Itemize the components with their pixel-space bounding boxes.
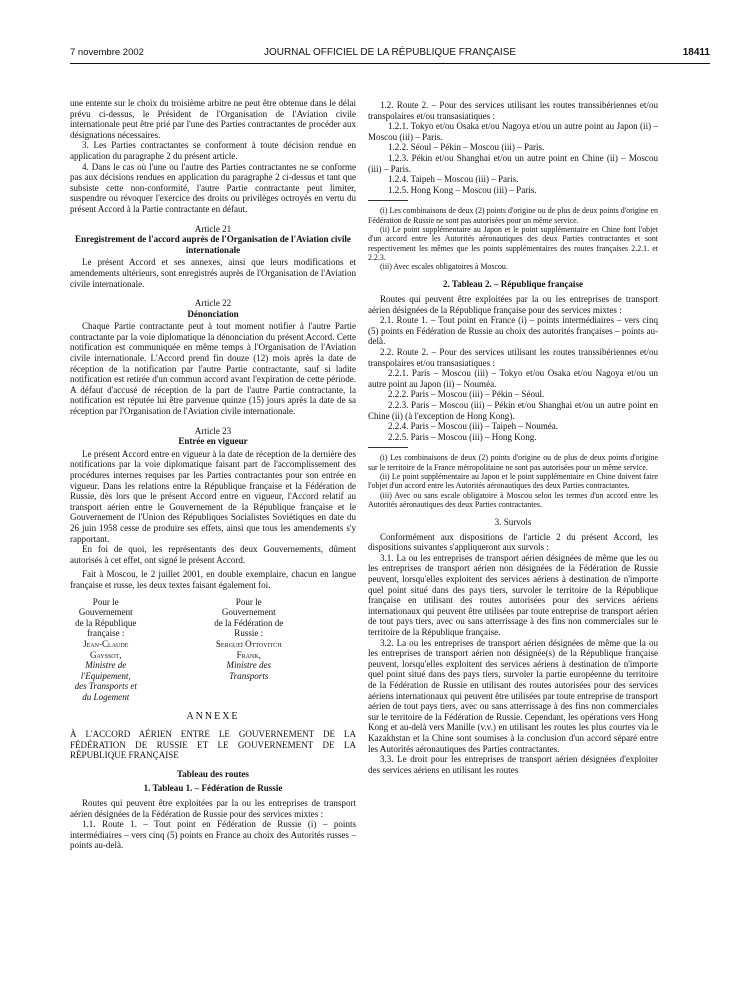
signature-label: de la Fédération de Russie : [214, 617, 284, 639]
article-21-title: Enregistrement de l'accord auprès de l'Organisation de l'Aviation civile internationale [75, 234, 351, 255]
article-23-heading: Article 23 [194, 425, 232, 436]
footnote: (iii) Avec ou sans escale obligatoire à Moscou selon les termes d'un accord entre les Autorités aéronautiques des deux Parties contractantes. [368, 490, 658, 509]
signatory-title: Ministre de l'Equipement, [80, 660, 131, 681]
header-date: 7 novembre 2002 [70, 47, 144, 58]
article-21-heading: Article 21 [194, 223, 232, 234]
right-column [368, 100, 658, 775]
survols-heading: 3. Survols [494, 517, 532, 528]
left-column [70, 98, 356, 851]
route-item: 1.2.1. Tokyo et/ou Osaka et/ou Nagoya et/ou un autre point au Japon (ii) – Moscou (iii) – Paris. [368, 121, 658, 142]
header-journal-title: JOURNAL OFFICIEL DE LA RÉPUBLIQUE FRANÇAISE [263, 47, 517, 58]
route-item: 2.2.3. Paris – Moscou (iii) – Pékin et/ou Shanghai et/ou un autre point en Chine (ii) (à l'exception de Hong Kong). [368, 399, 658, 421]
route-item: 1.2.3. Pékin et/ou Shanghai et/ou un autre point en Chine (ii) – Moscou (iii) – Paris. [368, 152, 658, 174]
signatures [70, 597, 356, 703]
signature-label: Pour le Gouvernement [78, 596, 133, 618]
footnote: (iii) Avec escales obligatoires à Moscou. [380, 262, 508, 272]
signature-france [70, 597, 213, 703]
route-item: 2.2.1. Paris – Moscou (iii) – Tokyo et/ou Osaka et/ou Nagoya et/ou un autre point au Japon (ii) – Nouméa. [368, 368, 658, 389]
paragraph: En foi de quoi, les représentants des deux Gouvernements, dûment autorisés à cet effet, ont signé le présent Accord. [70, 544, 356, 565]
footnote: (i) Les combinaisons de deux (2) points d'origine ou de plus de deux points d'origine en Fédération de Russie ne sont pas autorisées pour un même service. [368, 206, 658, 225]
paragraph: Le présent Accord et ses annexes, ainsi que leurs modifications et amendements ultérieurs, sont enregistrés auprès de l'Organisation de l'Aviation civile internationale. [70, 257, 356, 289]
footnote-rule [368, 447, 408, 448]
signatory-name: Sergueï Ottovitch Frank, [215, 638, 282, 660]
paragraph: Routes qui peuvent être exploitées par la ou les entreprises de transport aérien désignées de la République française pour des services mixtes : [368, 294, 658, 315]
article-22-title: Dénonciation [187, 308, 239, 319]
signatory-name: Jean-Claude Gayssot, [83, 638, 129, 660]
paragraph: 1.1. Route 1. – Tout point en Fédération de Russie (i) – points intermédiaires – vers cinq (5) points en France au choix des Autorités russes – points au-delà. [70, 819, 356, 851]
article-22-heading: Article 22 [194, 298, 232, 309]
article-23-title: Entrée en vigueur [178, 436, 248, 447]
page-header [70, 47, 710, 61]
paragraph: Routes qui peuvent être exploitées par la ou les entreprises de transport aérien désignées de la Fédération de Russie pour des services mixtes : [70, 798, 356, 819]
route-item: 2.2.5. Paris – Moscou (iii) – Hong Kong. [388, 431, 537, 442]
paragraph: une entente sur le choix du troisième arbitre ne peut être obtenue dans le délai prévu ci-dessus, le Président de l'Organisation de l'Aviation civile internationale peut être prié par l'une des Parties contractantes de procéder aux désignations nécessaires. [70, 98, 356, 140]
paragraph: Le présent Accord entre en vigueur à la date de réception de la dernière des notifications par la voie diplomatique faisant part de l'accomplissement des procédures internes requises par les Parties contractantes pour son entrée en vigueur. Dans les relations entre la République française et la Fédération de Russie, dès lors que le présent Accord entre en vigueur, l'Accord relatif au transport aérien entre le Gouvernement de la République française et le Gouvernement de l'Union des Républiques Socialistes Soviétiques en date du 26 juin 1958 cesse de produire ses effets, ainsi que tous les amendements s'y rapportant. [70, 448, 356, 544]
paragraph: 2.2. Route 2. – Pour des services utilisant les routes transsibériennes et/ou transpolaires et/ou transasiatiques : [368, 346, 658, 368]
signatory-title: des Transports et du Logement [74, 681, 137, 702]
table2-heading: 2. Tableau 2. – République française [442, 279, 583, 290]
table-heading: Tableau des routes [177, 768, 249, 779]
paragraph: 3. Les Parties contractantes se conforment à toute décision rendue en application du paragraphe 2 du présent article. [70, 140, 356, 161]
paragraph: 3.2. La ou les entreprises de transport aérien désignées de même que la ou les entreprises de transport aérien non désignée(s) de la République française peuvent, lorsqu'elles exploitent des services aériens à destination de n'importe quel point situé dans des pays tiers, survoler la partie européenne du territoire de la Fédération de Russie en utilisant des routes autorisées pour des services aériens internationaux qui peuvent être utilisées par toute entreprise de transport aérien de tout pays tiers, avec ou sans atterrissage à des fins non commerciales sur le territoire de la Fédération de Russie. Cependant, les opérations vers Hong Kong et au-delà vers Manille (v.v.) en utilisant les routes les plus courtes via le Kazakhstan et la Chine sont soumises à la conclusion d'un accord séparé entre les Autorités aéronautiques des Parties contractantes. [368, 637, 658, 754]
paragraph: 1.2. Route 2. – Pour des services utilisant les routes transsibériennes et/ou transpolaires et/ou transasiatiques : [368, 100, 658, 121]
footnote: (i) Les combinaisons de deux (2) points d'origine ou de plus de deux points d'origine sur le territoire de la France métropolitaine ne sont pas autorisées pour un même service. [368, 453, 658, 472]
table1-heading: 1. Tableau 1. – Fédération de Russie [143, 783, 283, 794]
footnote-rule [368, 200, 408, 201]
route-item: 2.2.4. Paris – Moscou (iii) – Taipeh – Nouméa. [388, 421, 559, 432]
paragraph: 4. Dans le cas où l'une ou l'autre des Parties contractantes ne se conforme pas aux décisions rendues en application du paragraphe 2 ci-dessus et tant que subsiste cette non-conformité, l'autre Partie contractante peut limiter, suspendre ou révoquer l'exercice des droits ou privilèges octroyés en vertu du présent Accord à la Partie contractante en défaut. [70, 161, 356, 214]
paragraph: Fait à Moscou, le 2 juillet 2001, en double exemplaire, chacun en langue française et russe, les deux textes faisant également foi. [70, 569, 356, 590]
route-item: 1.2.5. Hong Kong – Moscou (iii) – Paris. [388, 184, 537, 195]
route-item: 2.2.2. Paris – Moscou (iii) – Pékin – Séoul. [388, 389, 545, 400]
signatory-title: Ministre des Transports [226, 660, 272, 681]
header-page-number: 18411 [682, 47, 710, 58]
paragraph: 3.1. La ou les entreprises de transport aérien désignées de même que les ou les entreprises de transport aérien non désignées de la Fédération de Russie peuvent, lorsqu'elles exploitent des services aériens à destination de n'importe quel point situé dans des pays tiers, survoler le territoire de la République française en utilisant des routes autorisées pour des services aériens internationaux qui peuvent être utilisées par toute entreprise de transport aérien de tout pays tiers, avec ou sans atterrissage à des fins non commerciales sur le territoire de la République française. [368, 552, 658, 638]
annexe-heading: ANNEXE [186, 711, 240, 723]
route-item: 1.2.4. Taipeh – Moscou (iii) – Paris. [388, 174, 519, 185]
paragraph: 2.1. Route 1. – Tout point en France (i) – points intermédiaires – vers cinq (5) points en Fédération de Russie au choix des autorités françaises – points au-delà. [368, 315, 658, 347]
signature-label: Pour le Gouvernement [221, 596, 276, 618]
header-rule [70, 63, 710, 64]
footnote: (ii) Le point supplémentaire au Japon et le point supplémentaire en Chine doivent faire l'objet d'un accord entre les Autorités aéronautiques des deux Parties contractantes. [368, 471, 658, 491]
route-item: 1.2.2. Séoul – Pékin – Moscou (iii) – Paris. [388, 142, 545, 153]
signature-russia [213, 597, 356, 703]
paragraph: 3.3. Le droit pour les entreprises de transport aérien désignées d'exploiter des services aériens en utilisant les routes [368, 754, 658, 775]
paragraph: Chaque Partie contractante peut à tout moment notifier à l'autre Partie contractante par la voie diplomatique la dénonciation du présent Accord. Cette notification est communiquée en même temps à l'Organisation de l'Aviation civile internationale. L'Accord prend fin douze (12) mois après la date de réception de la notification par l'autre Partie contractante, sauf si ladite notification est retirée d'un commun accord avant l'expiration de cette période. A défaut d'accusé de réception de la part de l'autre Partie contractante, la notification est réputée lui être parvenue quinze (15) jours après la date de sa réception par l'Organisation de l'Aviation civile internationale. [70, 321, 356, 417]
paragraph: Conformément aux dispositions de l'article 2 du présent Accord, les dispositions suivantes s'appliqueront aux survols : [368, 531, 658, 553]
signature-label: de la République française : [75, 617, 137, 639]
footnote: (ii) Le point supplémentaire au Japon et le point supplémentaire en Chine font l'objet d'un accord entre les Autorités aéronautiques des deux Parties contractantes et sont respectivement les mêmes que les points supplémentaires des routes françaises 2.2.1. et 2.2.3. [368, 224, 658, 262]
annexe-subtitle: À L'ACCORD AÉRIEN ENTRE LE GOUVERNEMENT DE LA FÉDÉRATION DE RUSSIE ET LE GOUVERNEMENT DE LA RÉPUBLIQUE FRANÇAISE [70, 729, 356, 761]
